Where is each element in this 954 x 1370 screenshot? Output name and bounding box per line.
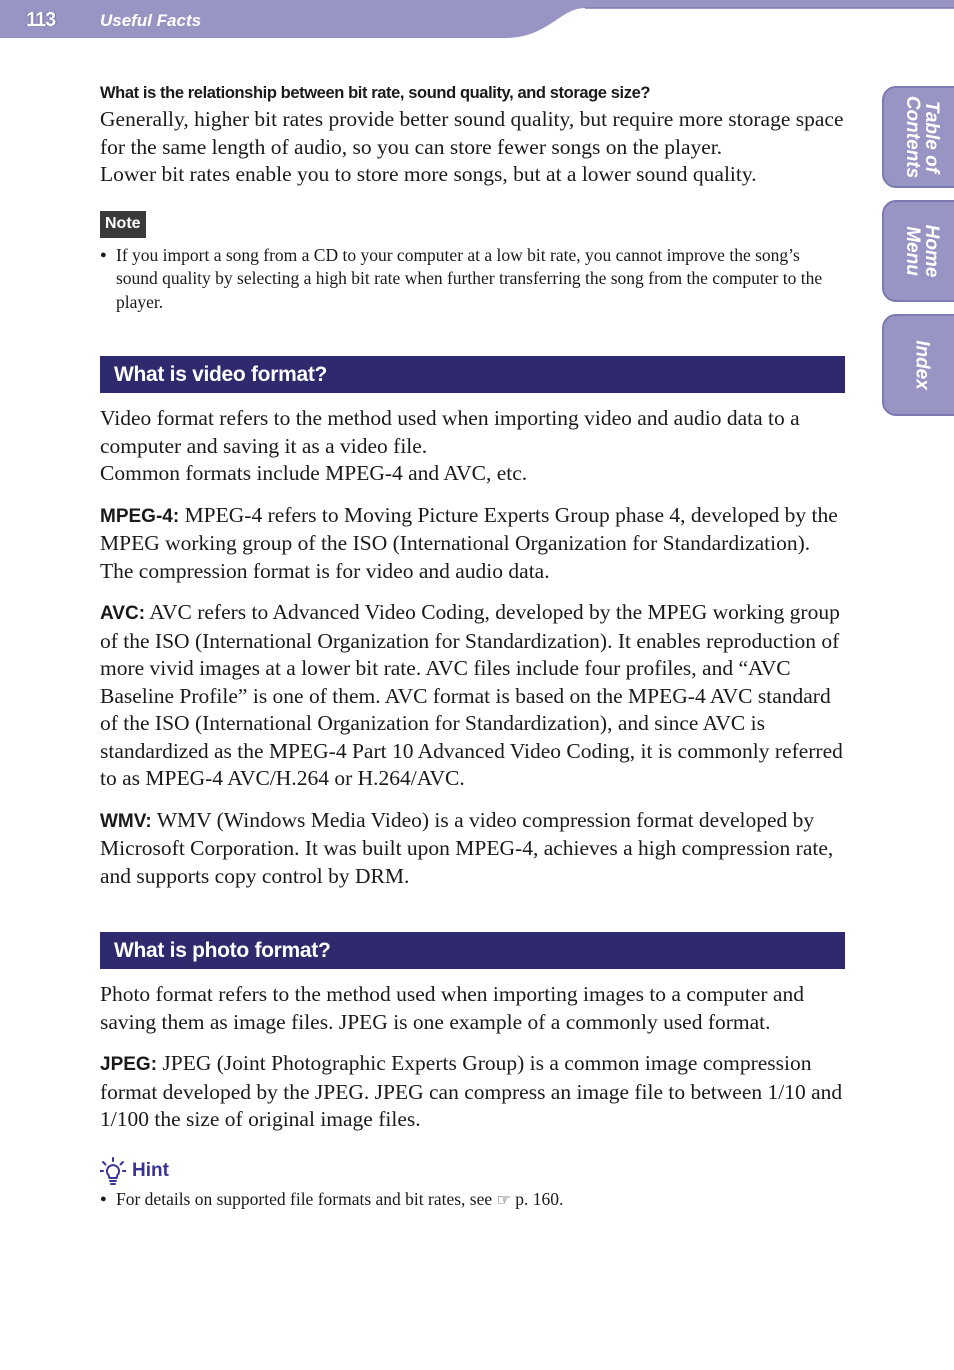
bitrate-question: What is the relationship between bit rate, sound quality, and storage size? [100,84,651,102]
page-reference-link[interactable]: p. 160. [510,1188,564,1209]
page-reference-icon: ☞ [496,1189,511,1209]
tab-table-of-contents-label: Table of Contents [902,95,942,179]
hint-text-before: For details on supported file formats and bit rates, see [116,1188,497,1209]
photo-format-heading: What is photo format? [100,932,845,969]
tab-table-of-contents[interactable] [882,86,954,188]
jpeg-definition [100,1050,845,1134]
header-section-name: Useful Facts [100,11,202,30]
video-paragraph-1: Video format refers to the method used when importing video and audio data to a computer and saving it as a video file. [100,406,800,458]
hint-label: Hint [132,1159,169,1181]
hint-header [100,1156,845,1186]
bitrate-paragraph-2: Lower bit rates enable you to store more songs, but at a lower sound quality. [100,162,757,186]
avc-text: AVC refers to Advanced Video Coding, developed by the MPEG working group of the ISO (International Organization for Standardization). It enables reproduction of more vivid images at a lower bit rate. AVC files include four profiles, and “AVC Baseline Profile” is one of them. AVC format is based on the MPEG-4 AVC standard of the ISO (International Organization for Standardization), and since AVC is standardized as the MPEG-4 Part 10 Advanced Video Coding, it is commonly referred to as MPEG-4 AVC/H.264 or H.264/AVC. [100,600,843,790]
tab-home-menu[interactable] [882,200,954,302]
avc-term: AVC: [100,603,146,624]
mpeg4-text: MPEG-4 refers to Moving Picture Experts Group phase 4, developed by the MPEG working group of the ISO (International Organization for Standardization). The compression format is for video and audio data. [100,502,838,583]
page-content [100,80,845,1211]
bitrate-paragraph-1: Generally, higher bit rates provide better sound quality, but require more storage space for the same length of audio, so you can store fewer songs on the player. [100,107,844,159]
video-format-heading: What is video format? [100,356,845,393]
note-item-text: If you import a song from a CD to your computer at a low bit rate, you cannot improve the song’s sound quality by selecting a high bit rate when further transferring the song from the computer to the player. [116,244,823,312]
video-paragraph-2: Common formats include MPEG-4 and AVC, etc. [100,461,528,485]
hint-item [100,1188,845,1212]
note-badge: Note [100,211,146,238]
lightbulb-icon [100,1157,126,1185]
jpeg-term: JPEG: [100,1054,158,1075]
tab-index[interactable] [882,314,954,416]
mpeg4-term: MPEG-4: [100,505,180,527]
tab-home-menu-label: Home Menu [902,224,942,278]
wmv-text: WMV (Windows Media Video) is a video compression format developed by Microsoft Corporation. It was built upon MPEG-4, achieves a high compression rate, and supports copy control by DRM. [100,807,834,888]
mpeg4-definition [100,502,845,586]
wmv-definition [100,807,845,891]
jpeg-text: JPEG (Joint Photographic Experts Group) is a common image compression format developed by the JPEG. JPEG can compress an image file to between 1/10 and 1/100 the size of original image files. [100,1051,843,1131]
note-item [100,244,845,315]
tab-index-label: Index [911,340,933,390]
wmv-term: WMV: [100,810,152,832]
avc-definition [100,599,845,793]
page-number: 113 [26,9,56,31]
photo-paragraph-1: Photo format refers to the method used when importing images to a computer and saving them as image files. JPEG is one example of a commonly used format. [100,982,804,1034]
